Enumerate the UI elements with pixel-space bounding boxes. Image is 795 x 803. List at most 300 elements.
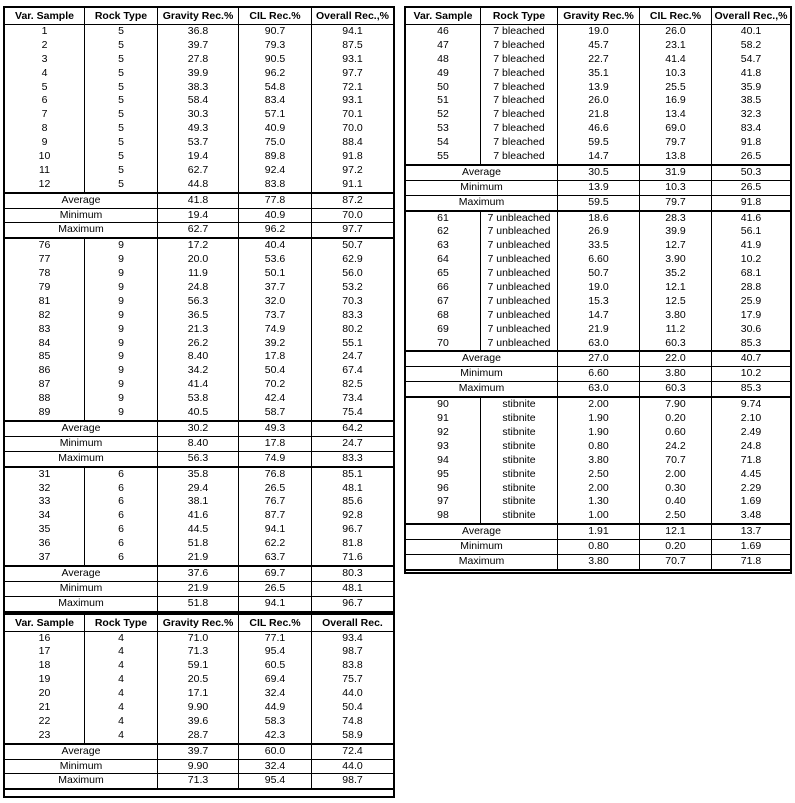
cell-gravity: 41.6 xyxy=(158,509,239,523)
table-row xyxy=(5,632,393,646)
cell-rock-type: 4 xyxy=(85,659,158,673)
cell-overall: 83.3 xyxy=(342,308,363,321)
cell-overall: 2.49 xyxy=(740,425,762,438)
cell-rock-type: stibnite xyxy=(481,509,558,523)
stat-cil: 31.9 xyxy=(640,166,712,180)
cell-rock-type: 9 xyxy=(85,406,158,420)
cell-gravity: 40.5 xyxy=(158,406,239,420)
table-row xyxy=(5,715,393,729)
header-gravity: Gravity Rec.% xyxy=(158,8,239,24)
cell-var-sample: 3 xyxy=(5,53,85,67)
cell-var-sample: 54 xyxy=(406,136,481,150)
stat-label: Minimum xyxy=(5,209,158,223)
stat-label: Maximum xyxy=(5,223,158,237)
cell-gravity: 63.0 xyxy=(558,337,640,351)
cell-var-sample: 91 xyxy=(406,412,481,426)
header-var-sample: Var. Sample xyxy=(5,615,85,631)
stat-gravity: 19.4 xyxy=(158,209,239,223)
cell-gravity: 39.7 xyxy=(158,39,239,53)
cell-rock-type: stibnite xyxy=(481,412,558,426)
stat-overall: 83.3 xyxy=(342,451,363,464)
cell-rock-type: 7 unbleached xyxy=(481,267,558,281)
cell-var-sample: 20 xyxy=(5,687,85,701)
cell-cil: 11.2 xyxy=(640,323,712,337)
header-overall: Overall Rec. xyxy=(322,616,383,629)
cell-gravity: 56.3 xyxy=(158,295,239,309)
table-row xyxy=(5,178,393,192)
stat-gravity: 63.0 xyxy=(558,382,640,396)
cell-gravity: 14.7 xyxy=(558,150,640,164)
stat-row-avg xyxy=(406,350,790,367)
stat-overall: 24.7 xyxy=(342,436,363,449)
stat-label: Maximum xyxy=(406,555,558,569)
stat-cil: 40.9 xyxy=(239,209,312,223)
cell-var-sample: 23 xyxy=(5,729,85,743)
cell-var-sample: 90 xyxy=(406,398,481,412)
cell-gravity: 20.5 xyxy=(158,673,239,687)
cell-rock-type: 5 xyxy=(85,122,158,136)
stat-cil: 26.5 xyxy=(239,582,312,596)
cell-var-sample: 97 xyxy=(406,495,481,509)
cell-overall: 44.0 xyxy=(342,687,363,700)
stat-row-min xyxy=(406,540,790,555)
cell-rock-type: 6 xyxy=(85,495,158,509)
cell-var-sample: 76 xyxy=(5,239,85,253)
cell-var-sample: 87 xyxy=(5,378,85,392)
cell-cil: 54.8 xyxy=(239,81,312,95)
stat-row-max xyxy=(5,597,393,613)
cell-cil: 37.7 xyxy=(239,281,312,295)
cell-overall: 17.9 xyxy=(740,308,762,321)
cell-gravity: 59.5 xyxy=(558,136,640,150)
cell-rock-type: 9 xyxy=(85,267,158,281)
cell-gravity: 51.8 xyxy=(158,537,239,551)
cell-overall: 28.8 xyxy=(740,281,762,294)
cell-cil: 13.8 xyxy=(640,150,712,164)
cell-rock-type: 6 xyxy=(85,551,158,565)
header-gravity: Gravity Rec.% xyxy=(158,615,239,631)
table-row xyxy=(5,136,393,150)
cell-var-sample: 53 xyxy=(406,122,481,136)
stat-row-min xyxy=(5,437,393,452)
cell-overall: 41.9 xyxy=(740,239,762,252)
cell-rock-type: 7 unbleached xyxy=(481,309,558,323)
stat-row-max xyxy=(5,223,393,239)
table-row xyxy=(5,392,393,406)
cell-rock-type: 4 xyxy=(85,701,158,715)
stat-gravity: 71.3 xyxy=(158,774,239,788)
cell-gravity: 33.5 xyxy=(558,239,640,253)
table-row xyxy=(5,350,393,364)
cell-overall: 71.6 xyxy=(342,550,363,563)
cell-gravity: 38.3 xyxy=(158,81,239,95)
table-row xyxy=(406,81,790,95)
cell-rock-type: 5 xyxy=(85,178,158,192)
cell-overall: 41.8 xyxy=(740,66,762,79)
cell-rock-type: 9 xyxy=(85,364,158,378)
cell-cil: 50.1 xyxy=(239,267,312,281)
right-table-body xyxy=(406,8,790,571)
table-row xyxy=(406,281,790,295)
cell-overall: 94.1 xyxy=(342,25,363,37)
cell-gravity: 44.8 xyxy=(158,178,239,192)
cell-rock-type: 9 xyxy=(85,281,158,295)
cell-gravity: 49.3 xyxy=(158,122,239,136)
cell-overall: 81.8 xyxy=(342,537,363,550)
cell-gravity: 21.9 xyxy=(158,551,239,565)
cell-overall: 85.1 xyxy=(342,467,363,480)
table-row xyxy=(406,94,790,108)
stat-cil: 70.7 xyxy=(640,555,712,569)
cell-overall: 54.7 xyxy=(740,52,762,65)
cell-cil: 70.2 xyxy=(239,378,312,392)
cell-cil: 74.9 xyxy=(239,323,312,337)
stat-row-avg xyxy=(5,743,393,760)
cell-var-sample: 22 xyxy=(5,715,85,729)
cell-var-sample: 95 xyxy=(406,468,481,482)
stat-row-min xyxy=(406,181,790,196)
stat-overall: 87.2 xyxy=(342,193,363,206)
cell-overall: 98.7 xyxy=(342,645,363,658)
cell-rock-type: 7 bleached xyxy=(481,122,558,136)
cell-overall: 74.8 xyxy=(342,714,363,727)
table-row xyxy=(5,150,393,164)
cell-cil: 0.20 xyxy=(640,412,712,426)
table-row xyxy=(5,67,393,81)
cell-cil: 42.3 xyxy=(239,729,312,743)
cell-var-sample: 94 xyxy=(406,454,481,468)
cell-gravity: 71.0 xyxy=(158,632,239,646)
cell-var-sample: 78 xyxy=(5,267,85,281)
stat-cil: 69.7 xyxy=(239,567,312,581)
cell-cil: 0.40 xyxy=(640,495,712,509)
table-row xyxy=(5,729,393,743)
cell-overall: 71.8 xyxy=(740,453,762,466)
stat-cil: 32.4 xyxy=(239,760,312,774)
cell-cil: 10.3 xyxy=(640,67,712,81)
cell-var-sample: 6 xyxy=(5,94,85,108)
table-row xyxy=(406,122,790,136)
cell-var-sample: 85 xyxy=(5,350,85,364)
cell-gravity: 21.9 xyxy=(558,323,640,337)
cell-var-sample: 19 xyxy=(5,673,85,687)
cell-cil: 79.3 xyxy=(239,39,312,53)
table-row xyxy=(5,523,393,537)
cell-overall: 91.8 xyxy=(740,136,762,149)
table-row xyxy=(5,94,393,108)
cell-gravity: 38.1 xyxy=(158,495,239,509)
table-row xyxy=(406,150,790,164)
header-rock-type: Rock Type xyxy=(481,8,558,24)
cell-overall: 32.3 xyxy=(740,108,762,121)
stat-gravity: 30.2 xyxy=(158,422,239,436)
cell-overall: 73.4 xyxy=(342,392,363,405)
table-row xyxy=(5,108,393,122)
cell-var-sample: 49 xyxy=(406,67,481,81)
stat-gravity: 39.7 xyxy=(158,745,239,759)
stat-cil: 49.3 xyxy=(239,422,312,436)
cell-overall: 50.7 xyxy=(342,239,363,252)
cell-overall: 85.3 xyxy=(740,336,762,349)
stat-gravity: 56.3 xyxy=(158,452,239,466)
stat-label: Minimum xyxy=(5,760,158,774)
cell-overall: 56.0 xyxy=(342,267,363,280)
table-row xyxy=(406,495,790,509)
cell-overall: 56.1 xyxy=(740,225,762,238)
cell-var-sample: 11 xyxy=(5,164,85,178)
cell-overall: 97.7 xyxy=(342,66,363,79)
cell-overall: 70.0 xyxy=(342,122,363,135)
table-row xyxy=(5,253,393,267)
cell-var-sample: 16 xyxy=(5,632,85,646)
stat-label: Maximum xyxy=(5,774,158,788)
cell-rock-type: 7 unbleached xyxy=(481,281,558,295)
cell-cil: 25.5 xyxy=(640,81,712,95)
cell-cil: 70.7 xyxy=(640,454,712,468)
stat-cil: 79.7 xyxy=(640,196,712,210)
cell-overall: 24.8 xyxy=(740,439,762,452)
cell-gravity: 2.50 xyxy=(558,468,640,482)
table-row xyxy=(406,108,790,122)
cell-gravity: 18.6 xyxy=(558,212,640,226)
table-row xyxy=(5,337,393,351)
cell-cil: 0.60 xyxy=(640,426,712,440)
cell-overall: 85.6 xyxy=(342,495,363,508)
header-overall: Overall Rec.,% xyxy=(316,10,389,22)
cell-overall: 35.9 xyxy=(740,80,762,93)
stat-gravity: 27.0 xyxy=(558,352,640,366)
table-row xyxy=(5,645,393,659)
table-row xyxy=(406,426,790,440)
cell-cil: 26.0 xyxy=(640,25,712,39)
cell-gravity: 45.7 xyxy=(558,39,640,53)
cell-gravity: 21.3 xyxy=(158,323,239,337)
stat-row-max xyxy=(5,774,393,790)
cell-cil: 28.3 xyxy=(640,212,712,226)
cell-cil: 76.8 xyxy=(239,468,312,482)
cell-cil: 73.7 xyxy=(239,309,312,323)
cell-var-sample: 55 xyxy=(406,150,481,164)
cell-rock-type: 4 xyxy=(85,729,158,743)
cell-gravity: 2.00 xyxy=(558,482,640,496)
cell-var-sample: 34 xyxy=(5,509,85,523)
cell-gravity: 20.0 xyxy=(158,253,239,267)
table-row xyxy=(5,81,393,95)
stat-overall: 71.8 xyxy=(740,554,762,567)
stat-cil: 96.2 xyxy=(239,223,312,237)
cell-rock-type: 5 xyxy=(85,53,158,67)
cell-overall: 68.1 xyxy=(740,267,762,280)
cell-rock-type: 6 xyxy=(85,537,158,551)
table-row xyxy=(406,239,790,253)
cell-rock-type: 7 unbleached xyxy=(481,295,558,309)
cell-overall: 40.1 xyxy=(740,25,762,37)
cell-cil: 44.9 xyxy=(239,701,312,715)
table-row xyxy=(5,239,393,253)
cell-overall: 58.2 xyxy=(740,38,762,51)
header-gravity: Gravity Rec.% xyxy=(558,8,640,24)
cell-rock-type: 9 xyxy=(85,323,158,337)
cell-gravity: 46.6 xyxy=(558,122,640,136)
cell-overall: 93.1 xyxy=(342,52,363,65)
table-row xyxy=(5,53,393,67)
header-cil: CIL Rec.% xyxy=(239,8,312,24)
stat-label: Average xyxy=(5,422,158,436)
cell-overall: 82.5 xyxy=(342,378,363,391)
cell-rock-type: stibnite xyxy=(481,398,558,412)
cell-gravity: 36.8 xyxy=(158,25,239,39)
cell-cil: 26.5 xyxy=(239,482,312,496)
table-row xyxy=(406,67,790,81)
table-row xyxy=(5,406,393,420)
cell-gravity: 19.0 xyxy=(558,281,640,295)
cell-gravity: 30.3 xyxy=(158,108,239,122)
stat-row-avg xyxy=(5,420,393,437)
stat-row-max xyxy=(5,452,393,468)
stat-gravity: 9.90 xyxy=(158,760,239,774)
cell-overall: 1.69 xyxy=(740,495,762,508)
stat-row-min xyxy=(5,582,393,597)
table-row xyxy=(5,509,393,523)
cell-rock-type: 7 unbleached xyxy=(481,225,558,239)
cell-var-sample: 18 xyxy=(5,659,85,673)
cell-gravity: 22.7 xyxy=(558,53,640,67)
cell-gravity: 26.2 xyxy=(158,337,239,351)
cell-gravity: 50.7 xyxy=(558,267,640,281)
cell-overall: 88.4 xyxy=(342,136,363,149)
cell-cil: 62.2 xyxy=(239,537,312,551)
cell-gravity: 44.5 xyxy=(158,523,239,537)
cell-cil: 95.4 xyxy=(239,645,312,659)
stat-overall: 91.8 xyxy=(740,195,762,208)
cell-var-sample: 88 xyxy=(5,392,85,406)
stat-label: Average xyxy=(5,194,158,208)
cell-var-sample: 12 xyxy=(5,178,85,192)
cell-var-sample: 36 xyxy=(5,537,85,551)
cell-overall: 62.9 xyxy=(342,253,363,266)
header-var-sample: Var. Sample xyxy=(5,8,85,24)
table-row xyxy=(5,701,393,715)
cell-cil: 60.3 xyxy=(640,337,712,351)
cell-gravity: 53.7 xyxy=(158,136,239,150)
stat-row-min xyxy=(5,209,393,224)
cell-cil: 53.6 xyxy=(239,253,312,267)
cell-gravity: 53.8 xyxy=(158,392,239,406)
table-row xyxy=(5,323,393,337)
header-var-sample: Var. Sample xyxy=(406,8,481,24)
stat-cil: 22.0 xyxy=(640,352,712,366)
table-row xyxy=(5,495,393,509)
stat-overall: 64.2 xyxy=(342,421,363,434)
stat-row-avg xyxy=(406,523,790,540)
stat-gravity: 41.8 xyxy=(158,194,239,208)
cell-gravity: 17.2 xyxy=(158,239,239,253)
cell-var-sample: 47 xyxy=(406,39,481,53)
stat-overall: 13.7 xyxy=(740,525,762,538)
cell-cil: 50.4 xyxy=(239,364,312,378)
cell-var-sample: 7 xyxy=(5,108,85,122)
cell-rock-type: 7 unbleached xyxy=(481,323,558,337)
stat-row-max xyxy=(406,555,790,571)
cell-rock-type: 5 xyxy=(85,67,158,81)
stat-row-avg xyxy=(5,565,393,582)
cell-gravity: 1.30 xyxy=(558,495,640,509)
cell-rock-type: 6 xyxy=(85,482,158,496)
cell-var-sample: 61 xyxy=(406,212,481,226)
table-row xyxy=(406,337,790,351)
stat-overall: 26.5 xyxy=(740,180,762,193)
cell-overall: 48.1 xyxy=(342,481,363,494)
cell-var-sample: 93 xyxy=(406,440,481,454)
cell-cil: 3.80 xyxy=(640,309,712,323)
cell-cil: 39.2 xyxy=(239,337,312,351)
stat-row-min xyxy=(5,760,393,775)
table-row xyxy=(5,482,393,496)
cell-overall: 93.4 xyxy=(342,631,363,644)
cell-gravity: 0.80 xyxy=(558,440,640,454)
stat-label: Minimum xyxy=(406,367,558,381)
cell-gravity: 58.4 xyxy=(158,94,239,108)
cell-var-sample: 98 xyxy=(406,509,481,523)
cell-cil: 2.50 xyxy=(640,509,712,523)
cell-var-sample: 79 xyxy=(5,281,85,295)
header-rock-type: Rock Type xyxy=(85,8,158,24)
table-row xyxy=(406,295,790,309)
table-row xyxy=(5,309,393,323)
cell-gravity: 36.5 xyxy=(158,309,239,323)
cell-cil: 39.9 xyxy=(640,225,712,239)
cell-rock-type: 4 xyxy=(85,673,158,687)
cell-rock-type: 5 xyxy=(85,39,158,53)
cell-cil: 24.2 xyxy=(640,440,712,454)
cell-cil: 90.5 xyxy=(239,53,312,67)
cell-overall: 91.8 xyxy=(342,150,363,163)
cell-rock-type: 7 bleached xyxy=(481,25,558,39)
table-row xyxy=(5,537,393,551)
cell-gravity: 14.7 xyxy=(558,309,640,323)
table-row xyxy=(406,412,790,426)
cell-rock-type: 7 bleached xyxy=(481,53,558,67)
cell-rock-type: stibnite xyxy=(481,468,558,482)
cell-overall: 38.5 xyxy=(740,94,762,107)
cell-cil: 63.7 xyxy=(239,551,312,565)
cell-cil: 40.9 xyxy=(239,122,312,136)
cell-gravity: 8.40 xyxy=(158,350,239,364)
table-row xyxy=(406,253,790,267)
cell-overall: 25.9 xyxy=(740,294,762,307)
cell-gravity: 39.6 xyxy=(158,715,239,729)
cell-var-sample: 1 xyxy=(5,25,85,39)
stat-overall: 80.3 xyxy=(342,566,363,579)
stat-label: Minimum xyxy=(5,582,158,596)
cell-cil: 35.2 xyxy=(640,267,712,281)
cell-rock-type: 7 bleached xyxy=(481,94,558,108)
table-row xyxy=(406,225,790,239)
table-row xyxy=(5,468,393,482)
cell-gravity: 24.8 xyxy=(158,281,239,295)
cell-rock-type: stibnite xyxy=(481,495,558,509)
table-row xyxy=(406,25,790,39)
cell-var-sample: 67 xyxy=(406,295,481,309)
cell-var-sample: 96 xyxy=(406,482,481,496)
stat-gravity: 3.80 xyxy=(558,555,640,569)
table-row xyxy=(406,323,790,337)
cell-overall: 72.1 xyxy=(342,80,363,93)
cell-overall: 87.5 xyxy=(342,38,363,51)
cell-rock-type: 6 xyxy=(85,468,158,482)
cell-rock-type: 5 xyxy=(85,81,158,95)
cell-overall: 4.45 xyxy=(740,467,762,480)
